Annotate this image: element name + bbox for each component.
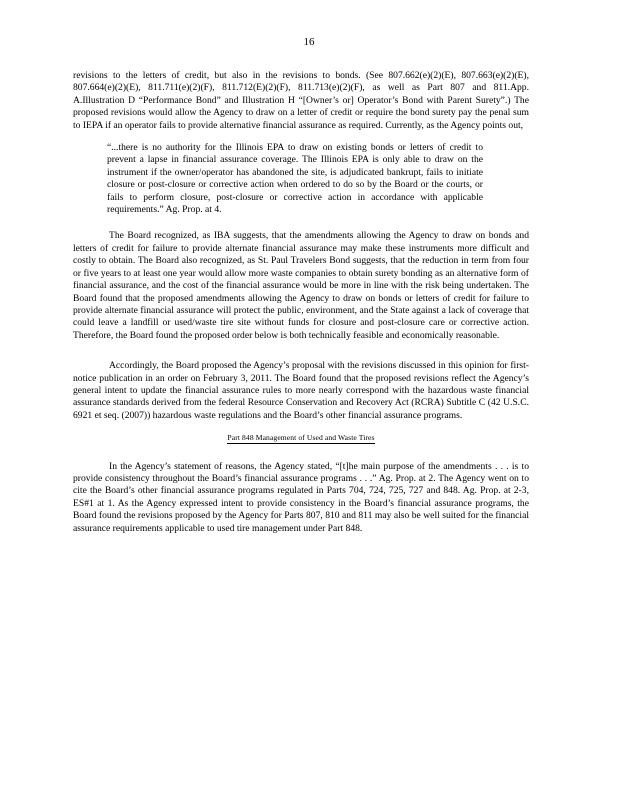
block-quote: “...there is no authority for the Illinois EPA to draw on existing bonds or letters of credit to prevent a lapse in financial assurance coverage. The Illinois EPA is only able to draw on the instrument if the owner/operator has abandoned the site, is adjudicated bankrupt, fails to initiate closure or post-closure or corrective action when ordered to do so by the Board or the courts, or fails to perform closure, post-closure or corrective action in accordance with applicable requirements.” Ag. Prop. at 4. <box>107 142 483 216</box>
paragraph-4: In the Agency’s statement of reasons, the Agency stated, “[t]he main purpose of the amendments . . . is to provide consistency throughout the Board’s financial assurance programs . . .” Ag. Prop. at 2. The Agency went on to cite the Board’s other financial assurance programs regulated in Parts 704, 724, 725, 727 and 848. Ag. Prop. at 2-3, ES#1 at 1. As the Agency expressed intent to provide consistency in the Board’s financial assurance programs, the Board found the revisions proposed by the Agency for Parts 807, 810 and 811 may also be well suited for the financial assurance requirements applicable to used tire management under Part 848. <box>73 460 529 534</box>
document-body <box>73 70 529 545</box>
page-number: 16 <box>303 36 315 48</box>
paragraph-2: The Board recognized, as IBA suggests, that the amendments allowing the Agency to draw on bonds and letters of credit for failure to provide alternate financial assurance may make these instruments more difficult and costly to obtain. The Board also recognized, as St. Paul Travelers Bond suggests, that the reduction in term from four or five years to at least one year would allow more waste companies to obtain surety bonding as an alternative form of financial assurance, and the cost of the financial assurance would be more in line with the risk being undertaken. The Board found that the proposed amendments allowing the Agency to draw on bonds or letters of credit for failure to provide alternate financial assurance will protect the public, environment, and the State against a lack of coverage that could leave a landfill or used/waste tire site without funds for closure and post-closure care or corrective action. Therefore, the Board found the proposed order below is both technically feasible and economically reasonable. <box>73 230 529 341</box>
section-heading <box>73 432 529 444</box>
paragraph-3: Accordingly, the Board proposed the Agency’s proposal with the revisions discussed in this opinion for first-notice publication in an order on February 3, 2011. The Board found that the proposed revisions reflect the Agency’s general intent to update the financial assurance rules to more nearly correspond with the hazardous waste financial assurance standards derived from the federal Resource Conservation and Recovery Act (RCRA) Subtitle C (42 U.S.C. 6921 et seq. (2007)) hazardous waste regulations and the Board’s other financial assurance programs. <box>73 360 529 421</box>
section-heading-text: Part 848 Management of Used and Waste Tires <box>227 433 375 443</box>
paragraph-1: revisions to the letters of credit, but also in the revisions to bonds. (See 807.662(e)(2)(E), 807.663(e)(2)(E), 807.664(e)(2)(E), 811.711(e)(2)(F), 811.712(E)(2)(F), 811.713(e)(2)(F), as well as Part 807 and 811.App. A.Illustration D “Performance Bond” and Illustration H “[Owner’s or] Operator’s Bond with Parent Surety”.) The proposed revisions would allow the Agency to draw on a letter of credit or require the bond surety pay the penal sum to IEPA if an operator fails to provide alternative financial assurance as required. Currently, as the Agency points out, <box>73 70 529 131</box>
